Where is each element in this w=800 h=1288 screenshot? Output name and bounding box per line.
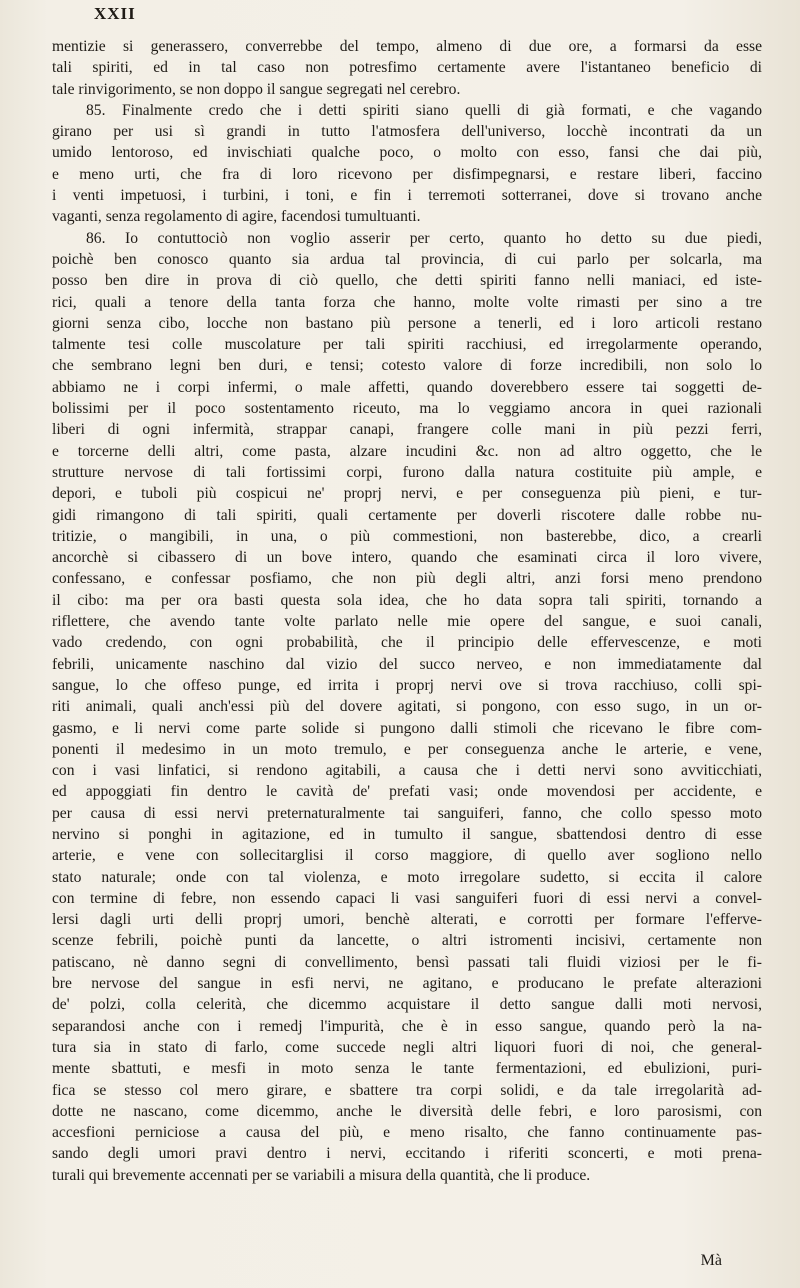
text-line: bolissimi per il poco sostentamento riceuto, ma lo veggiamo ancora in quei razionali	[52, 400, 762, 418]
text-line: de' polzi, colla celerità, che dicemmo acquistare il detto sangue dalli moti nervosi,	[52, 996, 762, 1014]
text-line: tritizie, o mangibili, in una, o più commestioni, non basterebbe, dico, a crearli	[52, 527, 762, 545]
text-line: patiscano, nè danno segni di convellimento, bensì passati tali fluidi viziosi per le fi-	[52, 953, 762, 971]
text-line: posso ben dire in prova di ciò quello, che detti spiriti fanno nelli maniaci, ed iste-	[52, 272, 762, 290]
text-line: per causa di essi nervi preternaturalmente tai sanguiferi, fanno, che collo spesso moto	[52, 804, 762, 822]
text-line: tali spiriti, ed in tal caso non potresfimo certamente avere l'istantaneo beneficio di	[52, 59, 762, 77]
text-line: talmente tesi colle muscolature per tali spiriti racchiusi, ed irregolarmente operando,	[52, 336, 762, 354]
text-line: gasmo, e li nervi come parte solide si pungono dalli stimoli che ricevano le fibre com-	[52, 719, 762, 737]
page-body-text	[52, 36, 762, 1186]
text-line: con termine di febre, non essendo capaci li vasi sanguiferi fuori di essi nervi a convel-	[52, 889, 762, 907]
text-line: sangue, lo che offeso punge, ed irrita i proprj nervi ove si trova racchiuso, colli spi-	[52, 676, 762, 694]
text-line: stato naturale; onde con tal violenza, e moto irregolare sudetto, si eccita il calore	[52, 868, 762, 886]
text-line: febrili, unicamente naschino dal vizio del succo nerveo, e non immediatamente dal	[52, 655, 762, 673]
text-line: separandosi anche con i remedj l'impurità, che è in esso sangue, quando però la na-	[52, 1017, 762, 1035]
text-line: riti animali, quali anch'essi più del dovere agitati, si pongono, con esso sugo, in un or-	[52, 698, 762, 716]
text-line: scenze febrili, poichè punti da lancette, o altri istromenti incisivi, certamente non	[52, 932, 762, 950]
text-line: turali qui brevemente accennati per se variabili a misura della quantità, che li produce.	[52, 1166, 591, 1184]
text-line: giorni senza cibo, locche non bastano più persone a tenerli, ed i loro articoli restano	[52, 314, 762, 332]
text-line: i venti impetuosi, i turbini, i toni, e fin i terremoti sotterranei, dove si trovano anche	[52, 187, 762, 205]
text-line: vaganti, senza regolamento di agire, facendosi tumultuanti.	[52, 208, 421, 226]
text-line: il cibo: ma per ora basti questa sola idea, che ho data sopra tali spiriti, tornando a	[52, 591, 762, 609]
page-folio-number: XXII	[94, 4, 136, 23]
text-line: con i vasi linfatici, si rendono agitabili, a causa che i detti nervi sono avviticchiati,	[52, 762, 762, 780]
text-line: vado credendo, con ogni probabilità, che il principio delle effervescenze, e moti	[52, 634, 762, 652]
text-line: tale rinvigorimento, se non doppo il sangue segregati nel cerebro.	[52, 80, 461, 98]
text-line: mente sbattuti, e mesfi in moto senza le tante fermentazioni, ed ebulizioni, puri-	[52, 1060, 762, 1078]
text-line: umido lentoroso, ed invischiati qualche poco, o molto con esso, fansi che dai più,	[52, 144, 762, 162]
text-line: strutture nervose di tali fortissimi corpi, furono dalla natura costituite più ample, e	[52, 463, 762, 481]
catchword: Mà	[700, 1252, 722, 1269]
text-line: e meno urti, che fra di loro ricevono per disfimpegnarsi, e restare liberi, faccino	[52, 165, 762, 183]
text-line: e torcerne delli altri, come pasta, alzare incudini &c. non ad altro oggetto, che le	[52, 442, 762, 460]
text-line: ancorchè si cibassero di un bove intero, quando che esaminati circa il loro vivere,	[52, 549, 762, 567]
text-line: nervino si ponghi in agitazione, ed in tumulto il sangue, sbattendosi dentro di esse	[52, 825, 762, 843]
text-line: girano per usi sì grandi in tutto l'atmosfera dell'universo, locchè incontrati da un	[52, 123, 762, 141]
text-line: poichè ben conosco quanto sia ardua tal provincia, di cui parlo per solcarla, ma	[52, 250, 762, 268]
text-line: tura sia in stato di farlo, come succede negli altri liquori fuori di noi, che general-	[52, 1038, 762, 1056]
text-line: confessano, e confessar posfiamo, che non più degli altri, anzi forsi meno prendono	[52, 570, 762, 588]
text-line: depori, e tuboli più cospicui ne' proprj nervi, e per conseguenza più pieni, e tur-	[52, 485, 762, 503]
text-line: fica se stesso col mero girare, e sbattere tra corpi solidi, e da tale irregolarità ad-	[52, 1081, 762, 1099]
text-line: 86. Io contuttociò non voglio asserir per certo, quanto ho detto su due piedi,	[86, 229, 762, 247]
text-line: bre nervose del sangue in esfi nervi, ne agitano, e producano le prefate alterazioni	[52, 975, 762, 993]
text-line: mentizie si generassero, converrebbe del tempo, almeno di due ore, a formarsi da esse	[52, 38, 762, 55]
text-line: che sembrano legni ben duri, e tensi; cotesto valore di forze incredibili, non solo lo	[52, 357, 762, 375]
text-line: lersi dagli urti delli proprj umori, benchè alterati, e corrotti per formare l'efferve-	[52, 911, 762, 929]
text-line: liberi di ogni infermità, strappar canapi, frangere colle mani in più pezzi ferri,	[52, 421, 762, 439]
text-line: gidi rimangono di tali spiriti, quali certamente per doverli riscotere dalle robbe nu-	[52, 506, 762, 524]
text-line: 85. Finalmente credo che i detti spiriti siano quelli di già formati, e che vagando	[86, 101, 762, 119]
text-line: rici, quali a tenore della tanta forza che hanno, molte volte rimasti per sino a tre	[52, 293, 762, 311]
text-line: arterie, e vene con sollecitarglisi il corso maggiore, di quello aver sogliono nello	[52, 847, 762, 865]
text-line: sando degli umori pravi dentro i nervi, eccitando i riferiti sconcerti, e moti prena-	[52, 1145, 762, 1163]
text-line: abbiamo ne i corpi infermi, o male affetti, quando doverebbero essere tai soggetti de-	[52, 378, 762, 396]
text-line: riflettere, che avendo tante volte parlato nelle mie opere del sangue, e suoi canali,	[52, 613, 762, 631]
text-line: ed appoggiati fin dentro le cavità de' prefati vasi; onde movendosi per accidente, e	[52, 783, 762, 801]
text-line: ponenti il medesimo in un moto tremulo, e per conseguenza anche le arterie, e vene,	[52, 740, 762, 758]
text-line: dotte ne nascano, come dicemmo, anche le diversità delle febri, e loro parosismi, con	[52, 1102, 762, 1120]
text-line: accesfioni perniciose a causa del più, e meno risalto, che fanno continuamente pas-	[52, 1124, 762, 1142]
